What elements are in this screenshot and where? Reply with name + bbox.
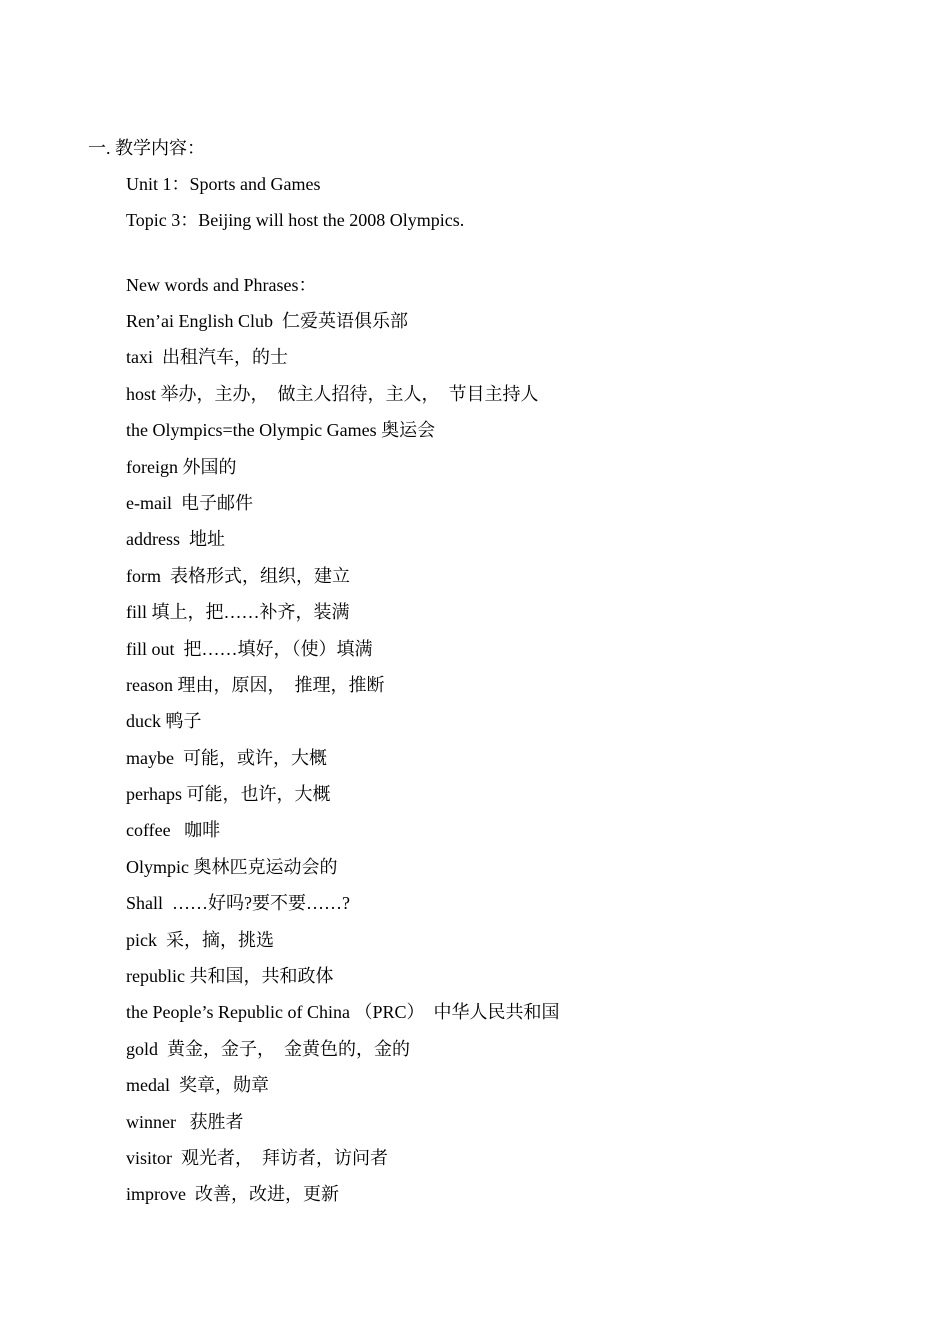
section-heading-teaching-content: 一. 教学内容：: [88, 138, 205, 158]
vocab-item: winner 获胜者: [126, 1111, 244, 1132]
vocab-item: fill 填上，把……补齐，装满: [126, 602, 350, 623]
vocab-item: Shall ……好吗?要不要……?: [126, 893, 350, 914]
vocab-item: foreign 外国的: [126, 456, 237, 477]
vocab-item: address 地址: [126, 529, 225, 550]
vocab-item: visitor 观光者， 拜访者，访问者: [126, 1147, 389, 1168]
vocab-item: medal 奖章，勋章: [126, 1075, 269, 1096]
vocab-item: maybe 可能，或许，大概: [126, 747, 327, 768]
vocab-item: the Olympics=the Olympic Games 奥运会: [126, 420, 436, 441]
vocab-item: improve 改善，改进，更新: [126, 1184, 339, 1205]
vocabulary-list: [126, 307, 559, 1217]
vocab-item: reason 理由，原因， 推理，推断: [126, 674, 385, 695]
unit-line: Unit 1：Sports and Games: [126, 174, 321, 194]
vocab-item: fill out 把……填好，（使）填满: [126, 638, 373, 659]
vocab-item: duck 鸭子: [126, 711, 202, 732]
vocab-item: republic 共和国，共和政体: [126, 966, 334, 987]
vocab-item: taxi 出租汽车，的士: [126, 347, 288, 368]
vocab-item: perhaps 可能，也许，大概: [126, 784, 331, 805]
vocab-item: pick 采，摘，挑选: [126, 929, 274, 950]
vocab-item: Ren’ai English Club 仁爱英语俱乐部: [126, 311, 408, 331]
vocab-item: form 表格形式，组织，建立: [126, 565, 350, 586]
vocab-item: gold 黄金，金子， 金黄色的，金的: [126, 1038, 410, 1059]
vocab-item: host 举办，主办， 做主人招待，主人， 节目主持人: [126, 383, 539, 404]
new-words-heading: New words and Phrases：: [126, 275, 317, 295]
vocab-item: coffee 咖啡: [126, 820, 221, 841]
vocab-item: the People’s Republic of China （PRC） 中华人民共和国: [126, 1002, 560, 1023]
vocab-item: e-mail 电子邮件: [126, 492, 253, 513]
topic-line: Topic 3：Beijing will host the 2008 Olympics.: [126, 210, 465, 230]
vocab-item: Olympic 奥林匹克运动会的: [126, 856, 338, 877]
